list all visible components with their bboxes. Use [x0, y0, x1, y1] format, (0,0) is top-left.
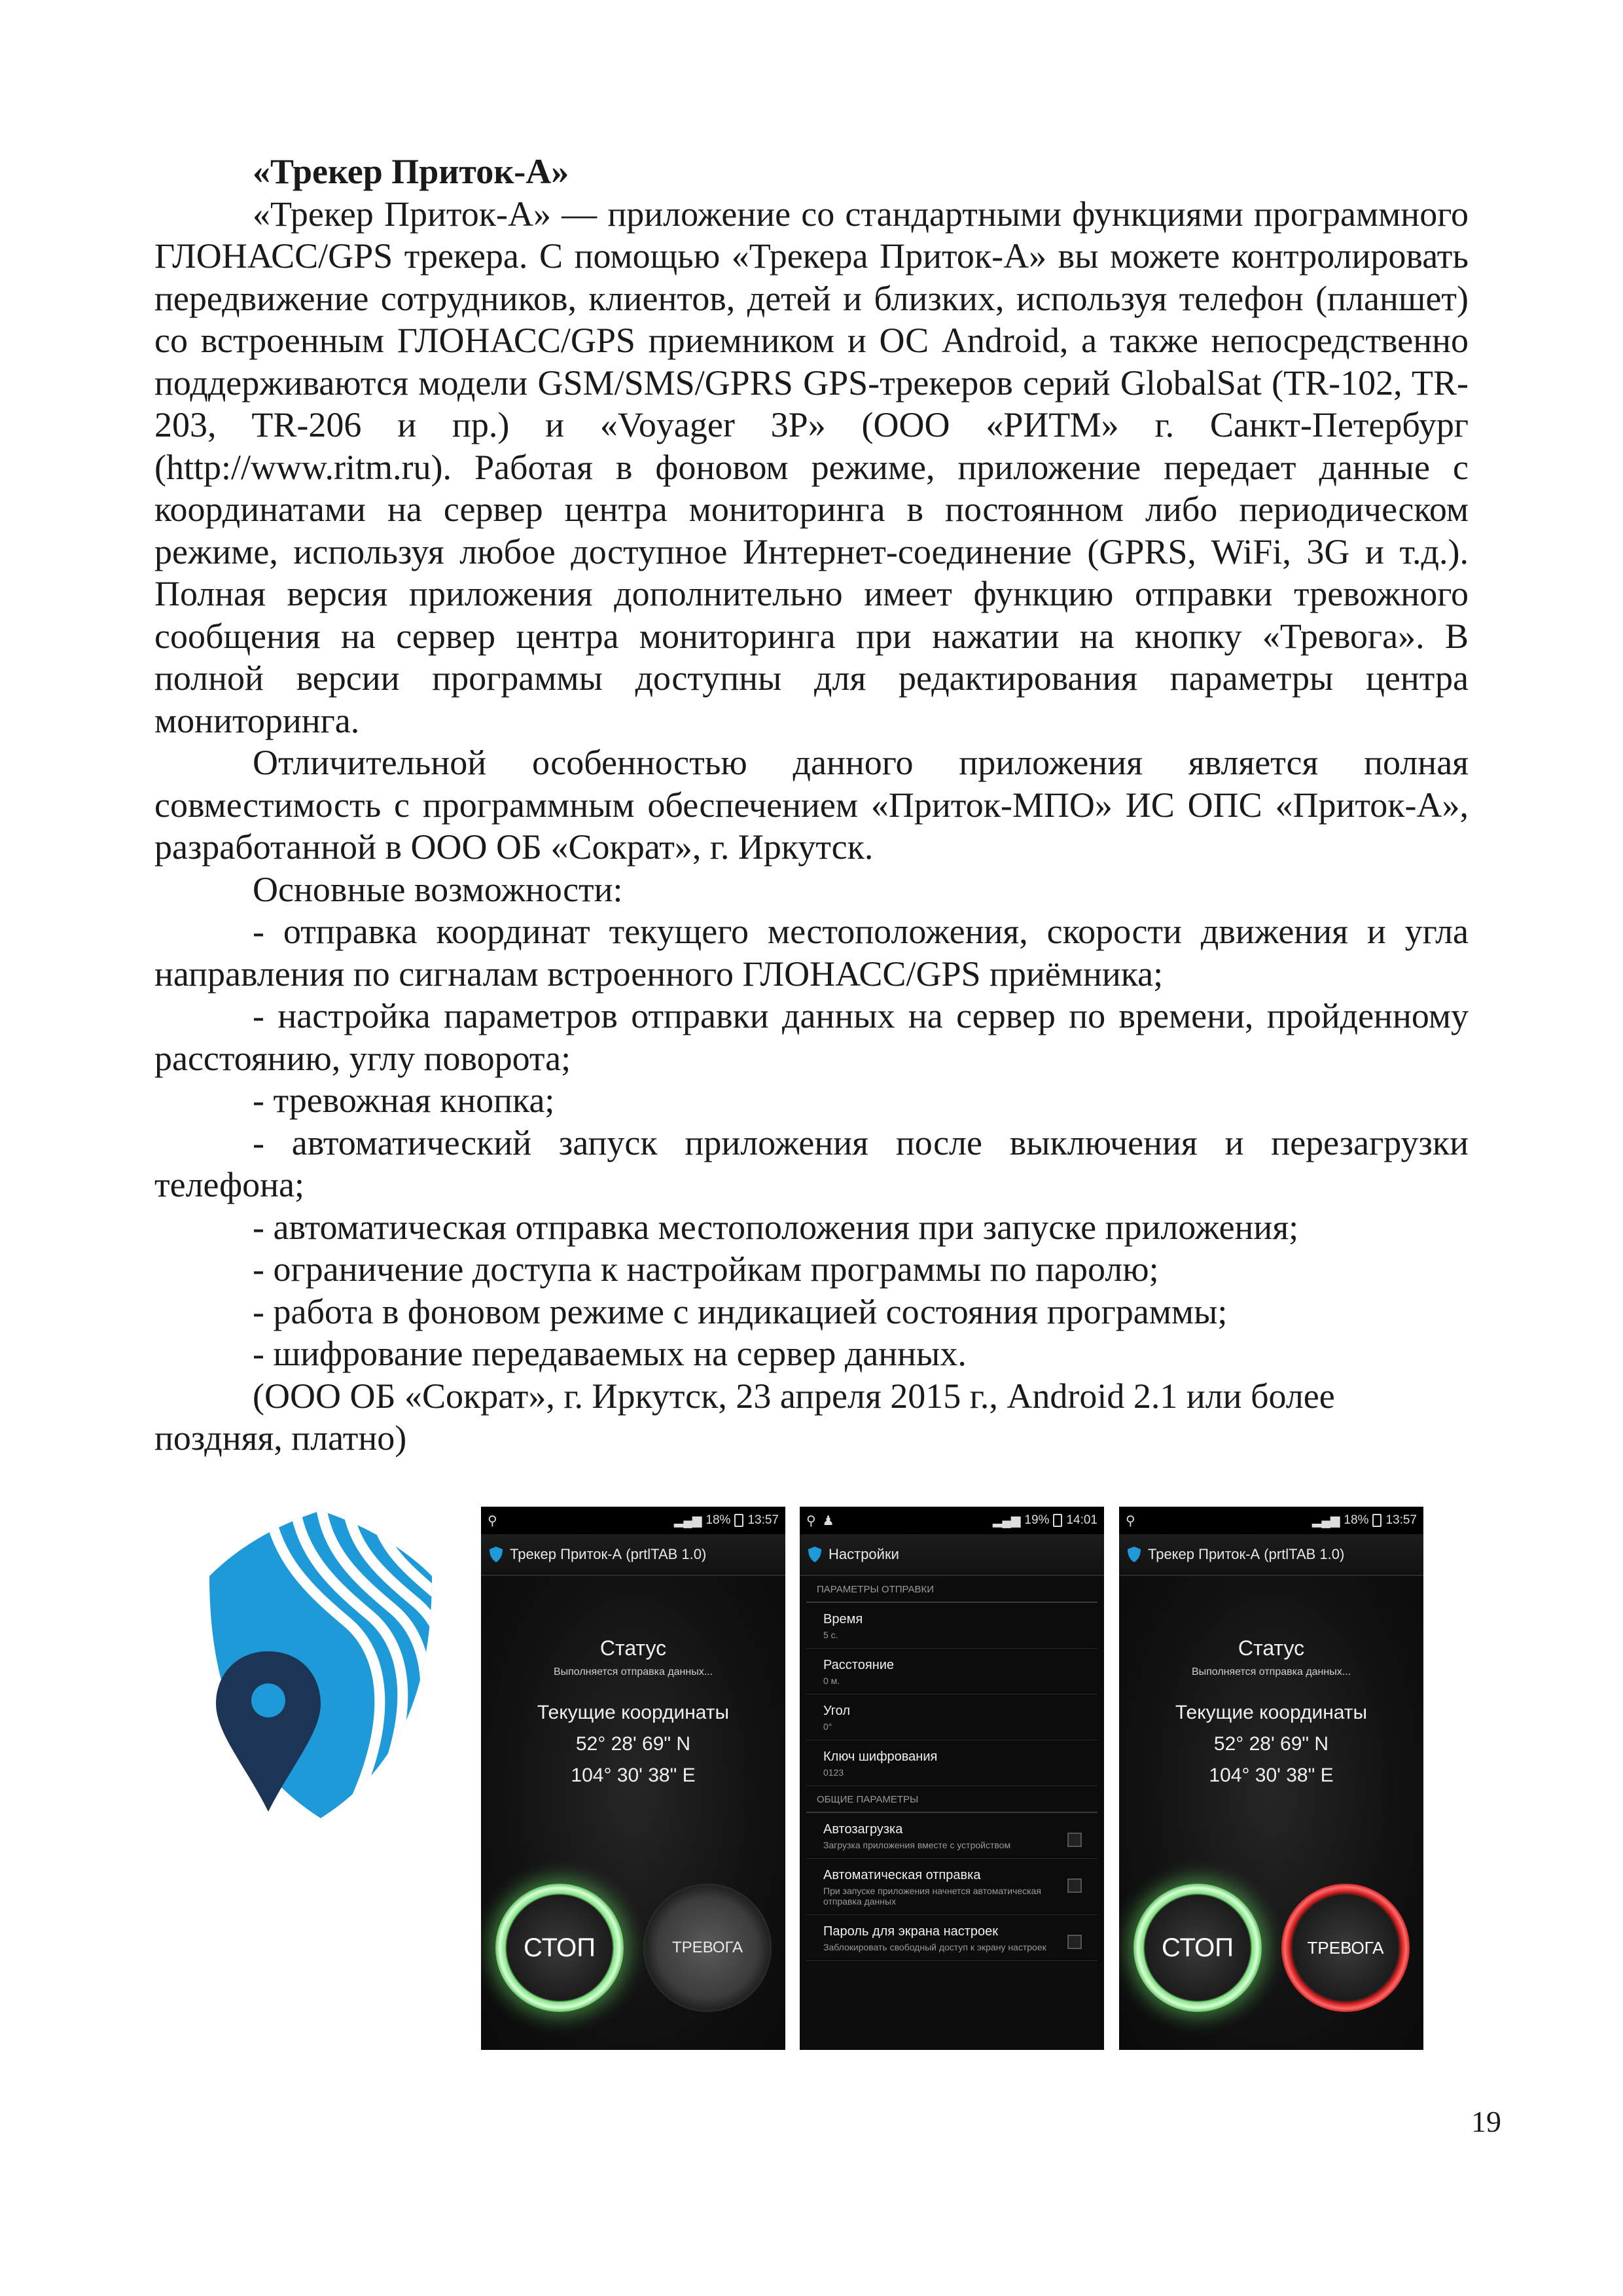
- alarm-button[interactable]: ТРЕВОГА: [643, 1884, 772, 2012]
- usb-icon: ⚲: [806, 1513, 816, 1528]
- battery-level: 19%: [1024, 1513, 1050, 1527]
- battery-icon: [1053, 1514, 1062, 1527]
- feature-item: - автоматический запуск приложения после выключения и перезагрузки телефона;: [154, 1122, 1469, 1204]
- tracker-screen: [1119, 1576, 1423, 2050]
- paragraph-intro: «Трекер Приток-А» — приложение со стандартными функциями программного ГЛОНАСС/GPS трекера. С помощью «Трекера Приток-А» вы можете контролировать передвижение сотрудников, клиентов, детей и близких, используя телефон (планшет) со встроенным ГЛОНАСС/GPS приемником и ОС Android, а также непосредственно поддерживаются модели GSM/SMS/GPRS GPS-трекеров серий GlobalSat (TR-102, TR-203, TR-206 и пр.) и «Voyager 3P» (ООО «РИТМ» г. Санкт-Петербург (http://www.ritm.ru). Работая в фоновом режиме, приложение передает данные с координатами на сервер центра мониторинга в постоянном либо периодическом режиме, используя любое доступное Интернет-соединение (GPRS, WiFi, 3G и т.д.). Полная версия приложения дополнительно имеет функцию отправки тревожного сообщения на сервер центра мониторинга при нажатии на кнопку «Тревога». В полной версии программы доступны для редактирования параметры центра мониторинга.: [154, 194, 1469, 740]
- android-icon: ♟: [822, 1513, 834, 1528]
- status-message: Выполняется отправка данных...: [553, 1666, 713, 1677]
- source-note: (ООО ОБ «Сократ», г. Иркутск, 23 апреля 2015 г., Android 2.1 или более поздняя, платно): [154, 1376, 1335, 1458]
- setting-encryption-key[interactable]: [806, 1740, 1097, 1786]
- stop-button[interactable]: СТОП: [1133, 1884, 1262, 2012]
- shield-icon: [1127, 1546, 1141, 1563]
- auto-send-checkbox[interactable]: [1067, 1878, 1082, 1893]
- setting-description: Заблокировать свободный доступ к экрану настроек: [823, 1942, 1046, 1952]
- setting-title: Автоматическая отправка: [823, 1868, 981, 1882]
- coordinates-title: Текущие координаты: [1175, 1702, 1368, 1723]
- feature-item: - работа в фоновом режиме с индикацией состояния программы;: [253, 1291, 1228, 1331]
- status-title: Статус: [1238, 1636, 1305, 1660]
- alarm-button-active[interactable]: ТРЕВОГА: [1281, 1884, 1410, 2012]
- setting-description: При запуске приложения начнется автоматическая отправка данных: [823, 1886, 1041, 1907]
- setting-title: Время: [823, 1612, 863, 1626]
- longitude: 104° 30' 38" E: [571, 1765, 696, 1786]
- status-bar: [800, 1507, 1104, 1534]
- autostart-checkbox[interactable]: [1067, 1833, 1082, 1847]
- battery-level: 18%: [705, 1513, 731, 1527]
- password-checkbox[interactable]: [1067, 1935, 1082, 1949]
- setting-distance[interactable]: [806, 1649, 1097, 1695]
- shield-icon: [808, 1546, 822, 1563]
- setting-value: 0 м.: [823, 1676, 840, 1686]
- status-bar: [1119, 1507, 1423, 1534]
- setting-title: Угол: [823, 1704, 851, 1718]
- battery-icon: [734, 1514, 743, 1527]
- clock: 14:01: [1066, 1513, 1097, 1527]
- setting-value: 0°: [823, 1721, 832, 1732]
- paragraph-features-title: Основные возможности:: [253, 869, 623, 909]
- setting-title: Пароль для экрана настроек: [823, 1924, 999, 1939]
- latitude: 52° 28' 69" N: [575, 1733, 691, 1755]
- feature-item: - отправка координат текущего местоположения, скорости движения и угла направления по сигналам встроенного ГЛОНАСС/GPS приёмника;: [154, 912, 1469, 994]
- coordinates-title: Текущие координаты: [537, 1702, 730, 1723]
- app-bar: [1119, 1534, 1423, 1576]
- setting-time[interactable]: [806, 1603, 1097, 1649]
- signal-icon: ▂▄▆: [673, 1513, 702, 1528]
- stop-button[interactable]: СТОП: [495, 1884, 624, 2012]
- latitude: 52° 28' 69" N: [1213, 1733, 1329, 1755]
- feature-item: - автоматическая отправка местоположения при запуске приложения;: [253, 1207, 1299, 1247]
- setting-auto-send[interactable]: [806, 1859, 1097, 1915]
- usb-icon: ⚲: [488, 1513, 497, 1528]
- longitude: 104° 30' 38" E: [1209, 1765, 1334, 1786]
- signal-icon: ▂▄▆: [992, 1513, 1021, 1528]
- phone-screenshot-tracker: [481, 1507, 785, 2050]
- status-bar: [481, 1507, 785, 1534]
- feature-item: - ограничение доступа к настройкам программы по паролю;: [253, 1249, 1159, 1289]
- signal-icon: ▂▄▆: [1311, 1513, 1340, 1528]
- setting-value: 5 с.: [823, 1630, 838, 1640]
- page-number: 19: [1471, 2105, 1501, 2138]
- tracker-screen: [481, 1576, 785, 2050]
- clock: 13:57: [1385, 1513, 1417, 1527]
- setting-title: Ключ шифрования: [823, 1749, 938, 1764]
- app-logo-icon: [196, 1504, 445, 1825]
- section-heading: «Трекер Приток-А»: [253, 152, 569, 191]
- feature-item: - тревожная кнопка;: [253, 1081, 555, 1120]
- phone-screenshot-settings: [800, 1507, 1104, 2050]
- section-send-params: ПАРАМЕТРЫ ОТПРАВКИ: [806, 1576, 1097, 1603]
- settings-screen: [800, 1576, 1104, 2050]
- battery-icon: [1372, 1514, 1382, 1527]
- paragraph-compat: Отличительной особенностью данного приложения является полная совместимость с программным обеспечением «Приток-МПО» ИС ОПС «Приток-А», разработанной в ООО ОБ «Сократ», г. Иркутск.: [154, 743, 1469, 867]
- setting-password[interactable]: [806, 1915, 1097, 1961]
- setting-description: Загрузка приложения вместе с устройством: [823, 1840, 1011, 1850]
- status-message: Выполняется отправка данных...: [1191, 1666, 1351, 1677]
- battery-level: 18%: [1344, 1513, 1369, 1527]
- setting-value: 0123: [823, 1767, 844, 1778]
- setting-title: Расстояние: [823, 1658, 895, 1672]
- setting-title: Автозагрузка: [823, 1822, 903, 1837]
- usb-icon: ⚲: [1126, 1513, 1135, 1528]
- setting-autostart[interactable]: [806, 1813, 1097, 1859]
- app-title: Настройки: [829, 1546, 899, 1562]
- feature-item: - настройка параметров отправки данных на сервер по времени, пройденному расстоянию, углу поворота;: [154, 996, 1469, 1078]
- shield-icon: [489, 1546, 503, 1563]
- feature-item: - шифрование передаваемых на сервер данных.: [253, 1334, 967, 1373]
- clock: 13:57: [747, 1513, 779, 1527]
- section-common-params: ОБЩИЕ ПАРАМЕТРЫ: [806, 1786, 1097, 1813]
- app-title: Трекер Приток-А (prtlTAB 1.0): [510, 1546, 707, 1562]
- app-bar: [800, 1534, 1104, 1576]
- app-bar: [481, 1534, 785, 1576]
- status-title: Статус: [599, 1636, 667, 1660]
- body-text: [154, 151, 1469, 1460]
- app-title: Трекер Приток-А (prtlTAB 1.0): [1148, 1546, 1345, 1562]
- setting-angle[interactable]: [806, 1695, 1097, 1740]
- phone-screenshot-alarm: [1119, 1507, 1423, 2050]
